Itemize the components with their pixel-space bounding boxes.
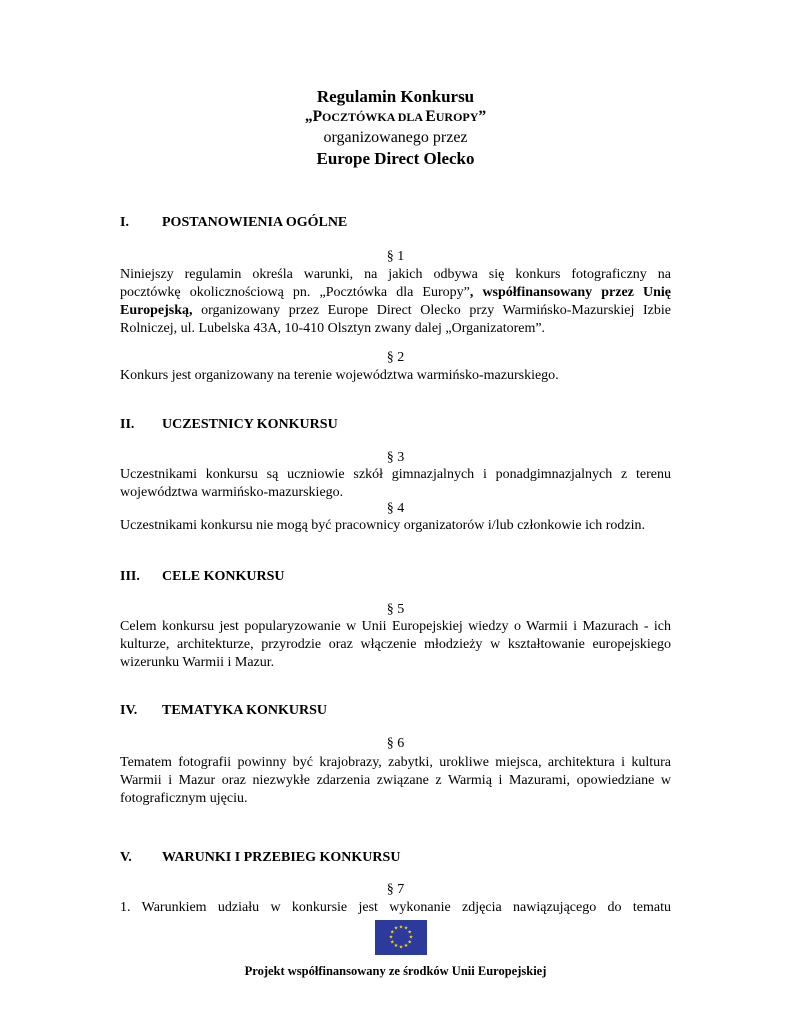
text-line: Uczestnikami konkursu są uczniowie szkół gimnazjalnych i ponadgimnazjalnych z terenu bbox=[120, 467, 671, 482]
section-heading-1 bbox=[120, 214, 347, 232]
text-line: Tematem fotografii powinny być krajobrazy, zabytki, urokliwe miejsca, architektura i kultura bbox=[120, 755, 671, 770]
paragraph-mark-4: § 4 bbox=[386, 501, 405, 516]
text-line bbox=[120, 284, 671, 302]
svg-text:★: ★ bbox=[393, 943, 399, 949]
section-title: WARUNKI I PRZEBIEG KONKURSU bbox=[162, 850, 401, 865]
title-organizer: Europe Direct Olecko bbox=[316, 149, 475, 168]
paragraph-mark-3: § 3 bbox=[386, 450, 405, 465]
title-contest-name bbox=[120, 107, 671, 127]
smallcaps-uropy: UROPY bbox=[435, 110, 479, 124]
svg-text:★: ★ bbox=[390, 939, 395, 946]
svg-text:★: ★ bbox=[398, 944, 404, 951]
paragraph-6-text bbox=[120, 754, 671, 808]
svg-text:★: ★ bbox=[403, 925, 409, 932]
eu-flag-icon bbox=[375, 920, 427, 955]
section-number: V. bbox=[120, 850, 132, 865]
svg-text:★: ★ bbox=[403, 943, 409, 949]
title-regulamin: Regulamin Konkursu bbox=[316, 87, 475, 106]
paragraph-5-text bbox=[120, 618, 671, 672]
document-title-block bbox=[120, 86, 671, 169]
bold-segment: Europejską, bbox=[120, 303, 193, 318]
title-organized-by: organizowanego przez bbox=[323, 129, 468, 146]
svg-text:★: ★ bbox=[407, 939, 412, 946]
section-number: III. bbox=[120, 569, 140, 584]
text-line: Celem konkursu jest popularyzowanie w Unii Europejskiej wiedzy o Warmii i Mazurach - ich bbox=[120, 619, 671, 634]
section-number: I. bbox=[120, 215, 129, 230]
section-title: TEMATYKA KONKURSU bbox=[162, 703, 328, 718]
section-title: UCZESTNICY KONKURSU bbox=[162, 417, 338, 432]
paragraph-2-text bbox=[120, 367, 671, 385]
eu-stars-icon bbox=[375, 920, 427, 955]
text-line: wizerunku Warmii i Mazur. bbox=[120, 655, 275, 670]
section-title: CELE KONKURSU bbox=[162, 569, 285, 584]
section-heading-3 bbox=[120, 568, 285, 586]
cap-p: P bbox=[312, 108, 323, 125]
paragraph-mark-1: § 1 bbox=[386, 249, 405, 264]
footer-funding-note: Projekt współfinansowany ze środków Unii Europejskiej bbox=[244, 964, 547, 978]
paragraph-4-text bbox=[120, 517, 671, 535]
section-number: IV. bbox=[120, 703, 138, 718]
open-quote: „ bbox=[304, 108, 313, 125]
svg-text:★: ★ bbox=[390, 929, 395, 936]
text-segment: organizowany przez Europe Direct Olecko przy Warmińsko-Mazurskiej Izbie bbox=[192, 303, 671, 318]
text-line: Uczestnikami konkursu nie mogą być pracownicy organizatorów i/lub członkowie ich rodzin. bbox=[120, 518, 645, 533]
text-line bbox=[120, 302, 671, 320]
text-line: fotograficznym ujęciu. bbox=[120, 791, 248, 806]
paragraph-mark-6: § 6 bbox=[386, 736, 405, 751]
section-number: II. bbox=[120, 417, 135, 432]
close-quote: ” bbox=[478, 108, 487, 125]
section-heading-2 bbox=[120, 416, 338, 434]
svg-text:★: ★ bbox=[398, 924, 404, 931]
text-line: kulturze, architekturze, przyrodzie oraz włączenie młodzieży w kształtowanie europejskiego bbox=[120, 637, 671, 652]
text-line: 1. Warunkiem udziału w konkursie jest wykonanie zdjęcia nawiązującego do tematu bbox=[120, 900, 671, 915]
paragraph-7-text bbox=[120, 899, 671, 917]
paragraph-1-text bbox=[120, 266, 671, 338]
section-heading-5 bbox=[120, 849, 400, 867]
text-segment: pocztówkę okolicznościową pn. „Pocztówka dla Europy” bbox=[120, 285, 470, 300]
paragraph-mark-7: § 7 bbox=[386, 882, 405, 897]
section-title: POSTANOWIENIA OGÓLNE bbox=[162, 215, 348, 230]
paragraph-3-text bbox=[120, 466, 671, 502]
cap-e: E bbox=[425, 108, 436, 125]
text-line: Rolniczej, ul. Lubelska 43A, 10-410 Olsztyn zwany dalej „Organizatorem”. bbox=[120, 321, 546, 336]
text-line: Konkurs jest organizowany na terenie województwa warmińsko-mazurskiego. bbox=[120, 368, 559, 383]
text-line: Niniejszy regulamin określa warunki, na jakich odbywa się konkurs fotograficzny na bbox=[120, 267, 671, 282]
svg-text:★: ★ bbox=[408, 934, 414, 941]
paragraph-mark-5: § 5 bbox=[386, 602, 405, 617]
section-heading-4 bbox=[120, 702, 327, 720]
text-line: Warmii i Mazur oraz niezwykłe zdarzenia związane z Warmią i Mazurami, opowiedziane w bbox=[120, 773, 671, 788]
svg-text:★: ★ bbox=[407, 929, 412, 936]
bold-segment: , współfinansowany przez Unię bbox=[469, 285, 671, 300]
svg-text:★: ★ bbox=[393, 925, 399, 932]
smallcaps-ocztowka: OCZTÓWKA DLA bbox=[322, 110, 426, 124]
svg-text:★: ★ bbox=[388, 934, 394, 941]
paragraph-mark-2: § 2 bbox=[386, 350, 405, 365]
text-line: województwa warmińsko-mazurskiego. bbox=[120, 485, 344, 500]
